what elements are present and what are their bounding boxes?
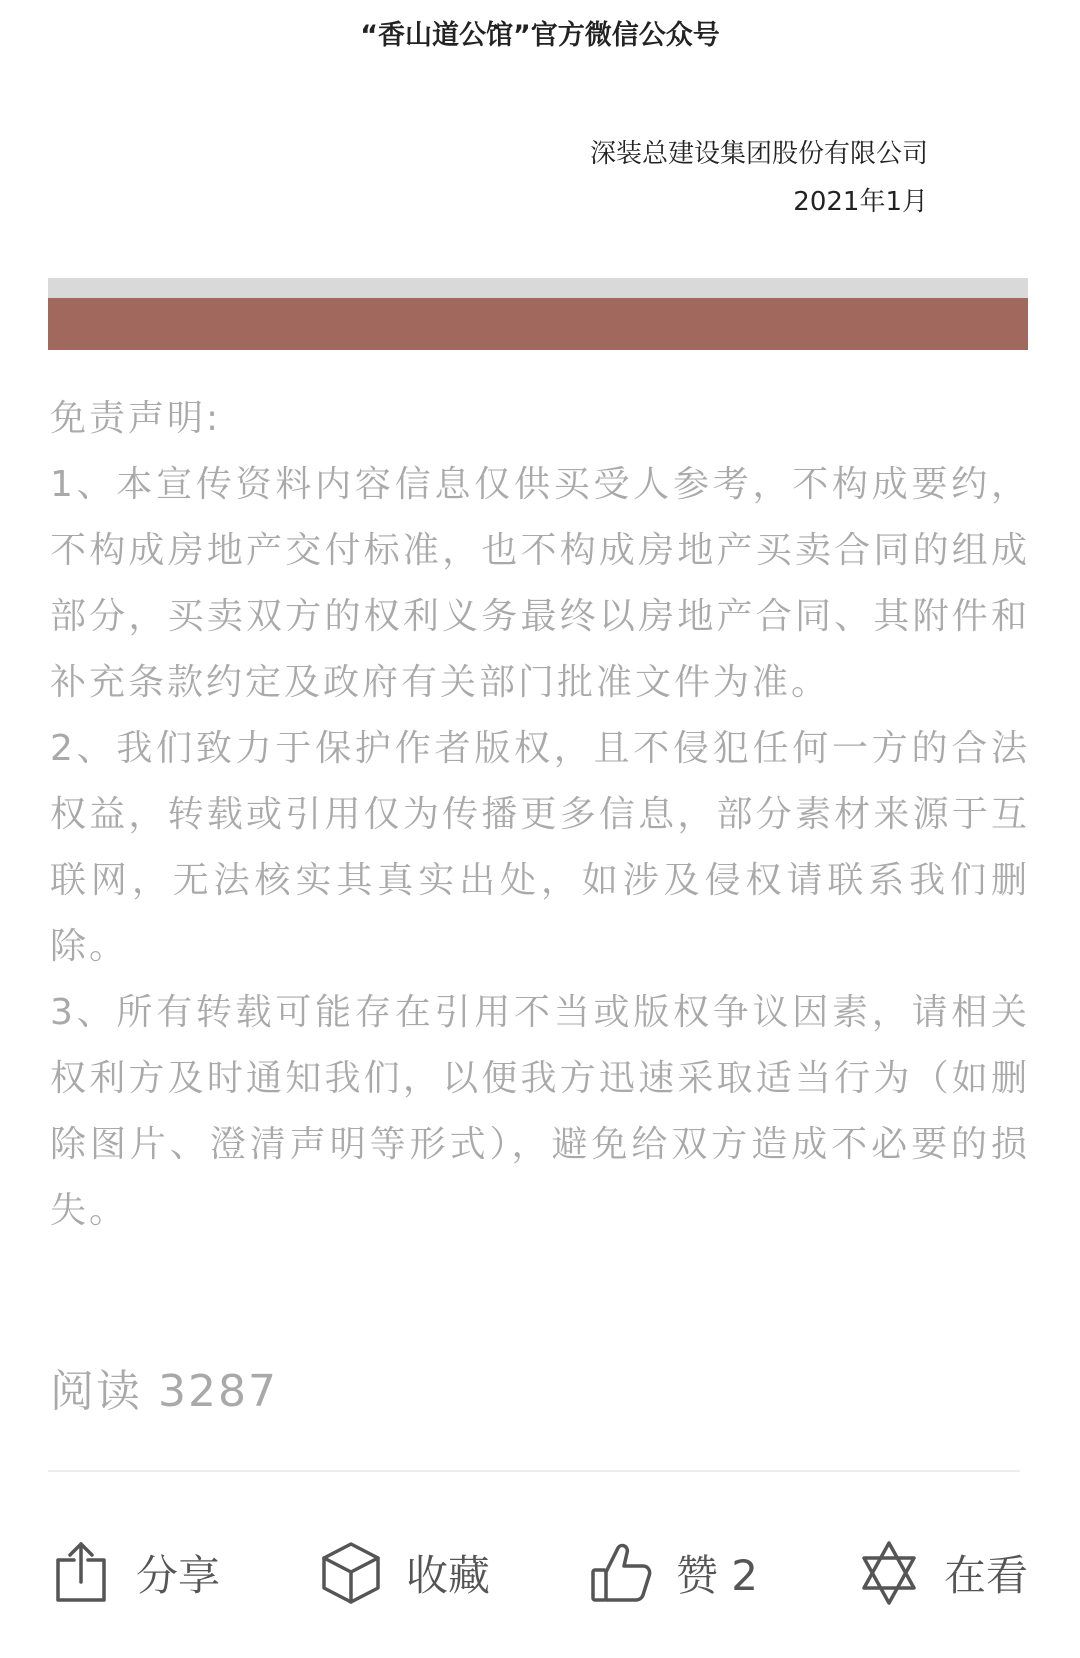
watching-label: 在看 <box>943 1551 1028 1600</box>
disclaimer-item-3: 3、所有转载可能存在引用不当或版权争议因素，请相关权利方及时通知我们，以便我方迅速采取适当行为（如删除图片、澄清声明等形式），避免给双方造成不必要的损失。 <box>50 992 1030 1231</box>
like-button[interactable] <box>588 1538 758 1608</box>
cube-icon <box>318 1538 384 1608</box>
decorative-bar-brown <box>48 298 1028 350</box>
action-bar <box>48 1528 1028 1618</box>
decorative-bar-grey <box>48 278 1028 298</box>
page-title: “香山道公馆”官方微信公众号 <box>360 20 720 51</box>
signature-block <box>590 130 928 226</box>
disclaimer-item-2: 2、我们致力于保护作者版权，且不侵犯任何一方的合法权益，转载或引用仅为传播更多信息，部分素材来源于互联网，无法核实其真实出处，如涉及侵权请联系我们删除。 <box>50 728 1030 967</box>
watching-button[interactable] <box>856 1538 1028 1608</box>
like-label: 赞 2 <box>675 1551 759 1600</box>
publish-date: 2021年1月 <box>793 187 928 217</box>
favorite-button[interactable] <box>318 1538 490 1608</box>
favorite-label: 收藏 <box>405 1551 490 1600</box>
company-name: 深装总建设集团股份有限公司 <box>589 139 928 169</box>
share-label: 分享 <box>136 1551 221 1600</box>
disclaimer-heading: 免责声明: <box>50 398 222 439</box>
read-count: 阅读 3287 <box>50 1366 278 1417</box>
star-of-david-icon <box>856 1538 922 1608</box>
disclaimer-section <box>50 386 1030 1244</box>
divider <box>48 1470 1020 1472</box>
thumbs-up-icon <box>588 1538 654 1608</box>
share-icon <box>48 1538 114 1608</box>
share-button[interactable] <box>48 1538 220 1608</box>
disclaimer-item-1: 1、本宣传资料内容信息仅供买受人参考，不构成要约，不构成房地产交付标准，也不构成房地产买卖合同的组成部分，买卖双方的权利义务最终以房地产合同、其附件和补充条款约定及政府有关部门批准文件为准。 <box>50 464 1030 703</box>
